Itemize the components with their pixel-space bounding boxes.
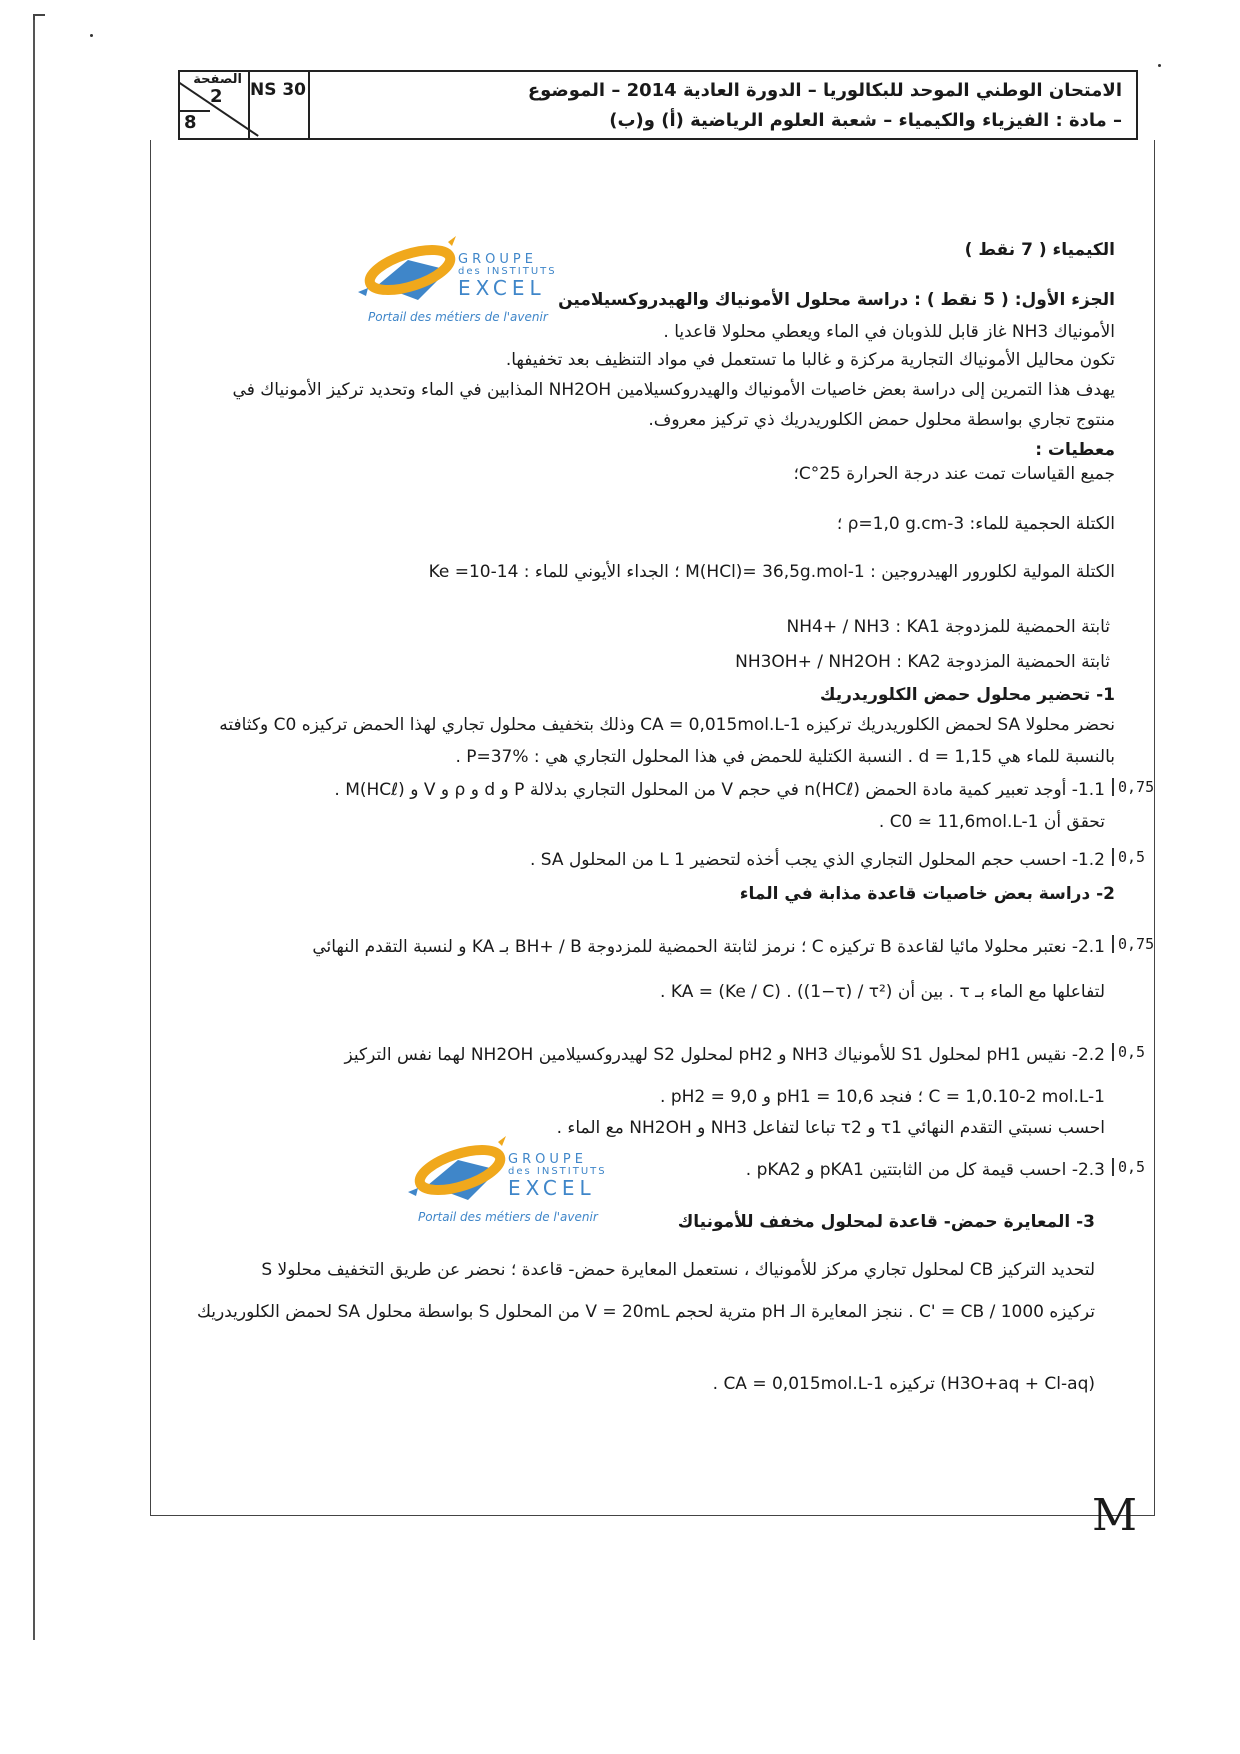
logo-brand-name: EXCEL <box>458 276 546 300</box>
scan-dust <box>1158 64 1161 67</box>
logo-brand-top: GROUPE <box>508 1152 587 1167</box>
intro-line: تكون محاليل الأمونياك التجارية مركزة و غالبا ما تستعمل في مواد التنظيف بعد تخفيفها. <box>505 350 1115 370</box>
question-text: تركيزه C' = CB / 1000 . ننجز المعايرة الـ pH مترية لحجم V = 20mL من المحلول S بواسطة محلول SA لحمض الكلوريدريك <box>196 1302 1095 1322</box>
logo-tagline: Portail des métiers de l'avenir <box>368 310 548 324</box>
given-item: ثابتة الحمضية المزدوجة NH3OH+ / NH2OH : KA2 <box>735 652 1110 672</box>
page-total: 8 <box>184 112 197 133</box>
question-text: 1.2- احسب حجم المحلول التجاري الذي يجب أخذه لتحضير 1 L من المحلول SA . <box>529 850 1105 870</box>
scan-dust <box>90 34 93 37</box>
scan-edge <box>33 20 35 1640</box>
question-text: نحضر محلولا SA لحمض الكلوريدريك تركيزه CA = 0,015mol.L-1 وذلك بتخفيف محلول تجاري لهذا الحمض تركيزه C0 وكثافته <box>219 715 1115 735</box>
exam-header <box>178 70 1138 140</box>
points-mark: 0,5 <box>1112 848 1163 866</box>
page-number: 2 <box>210 86 223 107</box>
points-mark: 0,5 <box>1112 1158 1163 1176</box>
signature: M <box>1092 1490 1138 1541</box>
points-mark: 0,75 <box>1112 935 1163 953</box>
logo-brand-top: GROUPE <box>458 252 537 267</box>
exam-code: NS 30 <box>248 72 310 138</box>
points-mark: 0,5 <box>1112 1043 1163 1061</box>
page-label: الصفحة <box>193 72 242 87</box>
logo-graphic-icon <box>398 1130 518 1210</box>
part-title: الجزء الأول: ( 5 نقط ) : دراسة محلول الأمونياك والهيدروكسيلامين <box>558 290 1115 310</box>
excel-logo <box>398 1130 628 1230</box>
question-text: 2.1- نعتبر محلولا مائيا لقاعدة B تركيزه C ؛ نرمز لثابتة الحمضية للمزدوجة BH+ / B بـ KA و لنسبة التقدم النهائي <box>312 937 1105 957</box>
question-title: 1- تحضير محلول حمض الكلوريدريك <box>819 685 1115 705</box>
exam-title-line2: – مادة : الفيزياء والكيمياء – شعبة العلوم الرياضية (أ) و(ب) <box>609 110 1122 131</box>
question-text: تحقق أن C0 ≃ 11,6mol.L-1 . <box>878 812 1105 832</box>
points-mark: 0,75 <box>1112 778 1163 796</box>
section-title: الكيمياء ( 7 نقط ) <box>964 240 1115 260</box>
question-text: لتفاعلها مع الماء بـ τ . بين أن KA = (Ke / C) . ((1−τ) / τ²) . <box>660 982 1105 1002</box>
question-text: 2.2- نقيس pH1 لمحلول S1 للأمونياك NH3 و pH2 لمحلول S2 لهيدروكسيلامين NH2OH لهما نفس التركيز <box>344 1045 1105 1065</box>
question-text: 2.3- احسب قيمة كل من الثابتتين pKA1 و pKA2 . <box>745 1160 1105 1180</box>
question-text: لتحديد التركيز CB لمحلول تجاري مركز للأمونياك ، نستعمل المعايرة حمض- قاعدة ؛ نحضر عن طريق التخفيف محلولا S <box>261 1260 1095 1280</box>
intro-line: منتوج تجاري بواسطة محلول حمض الكلوريدريك ذي تركيز معروف. <box>648 410 1115 430</box>
given-item: ثابتة الحمضية للمزدوجة NH4+ / NH3 : KA1 <box>786 617 1110 637</box>
intro-line: يهدف هذا التمرين إلى دراسة بعض خاصيات الأمونياك والهيدروكسيلامين NH2OH المذابين في الماء وتحديد تركيز الأمونياك في <box>232 380 1115 400</box>
question-text: C = 1,0.10-2 mol.L-1 ؛ فنجد pH1 = 10,6 و pH2 = 9,0 . <box>660 1087 1105 1107</box>
exam-title-line1: الامتحان الوطني الموحد للبكالوريا – الدورة العادية 2014 – الموضوع <box>527 80 1122 101</box>
page-number-box <box>180 72 250 138</box>
given-item: الكتلة الحجمية للماء: ρ=1,0 g.cm-3 ؛ <box>836 514 1115 534</box>
question-title: 3- المعايرة حمض- قاعدة لمحلول مخفف للأمونياك <box>677 1212 1095 1232</box>
exam-title <box>528 76 1122 136</box>
given-item: جميع القياسات تمت عند درجة الحرارة 25°C؛ <box>793 464 1115 484</box>
logo-tagline: Portail des métiers de l'avenir <box>418 1210 598 1224</box>
question-text: (H3O+aq + Cl-aq) تركيزه CA = 0,015mol.L-1 . <box>712 1374 1095 1394</box>
intro-line: الأمونياك NH3 غاز قابل للذوبان في الماء ويعطي محلولا قاعديا . <box>663 322 1115 342</box>
given-title: معطيات : <box>1035 440 1115 460</box>
logo-brand-name: EXCEL <box>508 1176 596 1200</box>
logo-graphic-icon <box>348 230 468 310</box>
excel-logo <box>348 230 578 330</box>
question-text: بالنسبة للماء هي d = 1,15 . النسبة الكتلية للحمض في هذا المحلول التجاري هي : P=37% . <box>455 747 1115 767</box>
question-text: احسب نسبتي التقدم النهائي τ1 و τ2 تباعا لتفاعل NH3 و NH2OH مع الماء . <box>556 1118 1105 1138</box>
logo-brand-mid: des INSTITUTS <box>458 266 557 277</box>
given-item: الكتلة المولية لكلورور الهيدروجين : M(HCl)= 36,5g.mol-1 ؛ الجداء الأيوني للماء : Ke =10-14 <box>428 562 1115 582</box>
question-text: 1.1- أوجد تعبير كمية مادة الحمض n(HCℓ) في حجم V من المحلول التجاري بدلالة P و d و ρ و V و M(HCℓ) . <box>334 780 1105 800</box>
question-title: 2- دراسة بعض خاصيات قاعدة مذابة في الماء <box>739 884 1115 904</box>
logo-brand-mid: des INSTITUTS <box>508 1166 607 1177</box>
